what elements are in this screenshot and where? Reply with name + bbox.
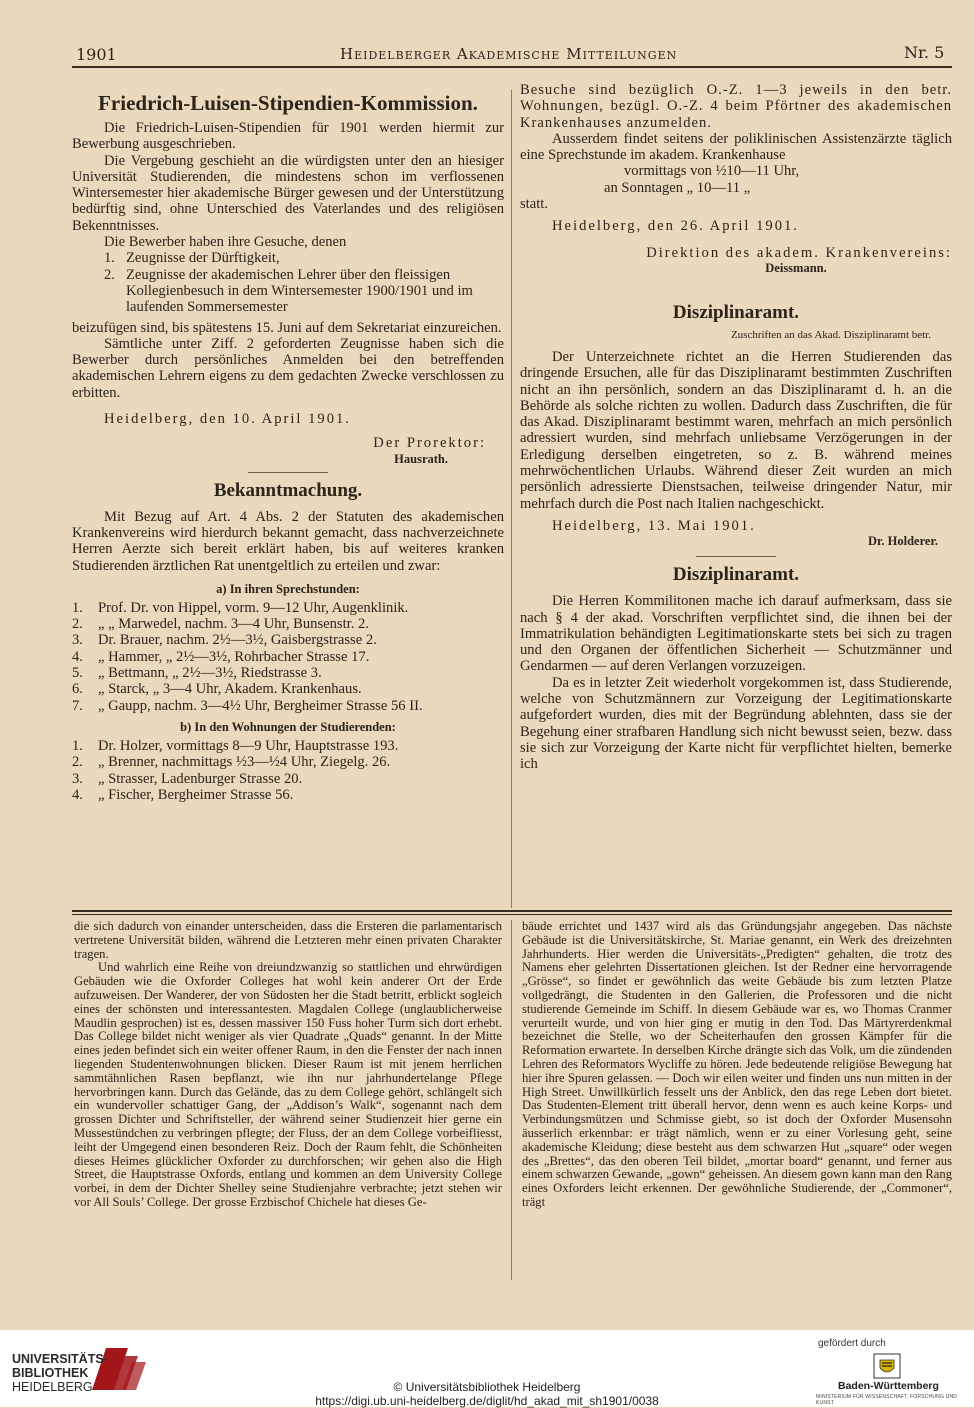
hours-line: an Sonntagen „ 10—11 „ bbox=[604, 179, 751, 196]
funded-by-label: gefördert durch bbox=[818, 1338, 886, 1349]
signature-name: Dr. Holderer. bbox=[867, 534, 938, 549]
signature-name: Deissmann. bbox=[765, 260, 827, 275]
list-number: 2. bbox=[72, 754, 83, 771]
paragraph: Mit Bezug auf Art. 4 Abs. 2 der Statuten des akademischen Krankenvereins wird hierdurch bekannt gemacht, dass nachverzeichnete Herren Aerzte sich bereit erklärt haben, bis auf weiteres kranken Studierenden ärztlichen Rat unentgeltlich zu erteilen und zwar: bbox=[72, 508, 504, 574]
state-name: Baden-Württemberg bbox=[838, 1380, 939, 1392]
paragraph: bäude errichtet und 1437 wird als das Gründungsjahr angegeben. Das nächste Gebäude ist die Universitätskirche, St. Mariae genannt, ein Werk des dreizehnten Jahrhunderts. Hier werden die Universitäts-„Predigten“ gehalten, die trotz des Namens eher gelehrten Dissertationen gleichen. Ist der Redner eine hervorragende „Grösse“, so findet er gewöhnlich das weite Gebäude bis zum letzten Platze vollgedrängt, die Studenten in den Gallerien, die Professoren und die nicht studierende Gemeinde im Schiff. In diesem Gebäude war es, wo Thomas Cranmer verurteilt wurde, und von hier ging er mutig in den Tod. Das Märtyrerdenkmal bezeichnet die Stelle, wo der Scheiterhaufen den grossen Kämpfer für die Reformation erwartete. In derselben Kirche drängte sich das Volk, um die zündenden Lehren des Reformators Wycliffe zu hören. Jede bedeutende religiöse Bewegung hat hier ihre Spuren gelassen. — Doch wir eilen weiter und finden uns nun mitten in der High Street. Unwillkürlich fesselt uns der Anblick, den das rege Leben dort bietet. Das Studenten-Element tritt überall hervor, denn wenn es auch keine Korps- und Verbindungsmützen und Schmisse giebt, so ist doch der Oxforder Musensohn äusserlich erkennbar: er trägt nämlich, wenn er zu einer Vorlesung geht, seine akademische Kleidung; diese besteht aus dem schwarzen Hut „square“ oder wegen des „Brettes“, das den oberen Teil bildet, „mortar board“ genannt, und ferner aus einem schwarzen Gewande, „gown“ geheissen. An diesem gown kann man den Rang eines Oxforders leicht erkennen. Der gewöhnliche Studierende, der „Commoner“, trägt bbox=[522, 919, 952, 1209]
list-item: 1. Zeugnisse der Dürftigkeit, bbox=[104, 250, 280, 267]
list-item bbox=[72, 665, 504, 681]
list-text: „ Hammer, „ 2½—3½, Rohrbacher Strasse 17. bbox=[98, 648, 370, 665]
paragraph: Und wahrlich eine Reihe von dreiundzwanzig so stattlichen und ehrwürdigen Gebäuden wie die Oxforder Colleges hat wohl kein anderer Ort der Erde aufzuweisen. Der Wanderer, der von Südosten her die Stadt betritt, erblickt sogleich eines der schönsten und interessantesten. Magdalen College (unglaublicherweise Maudlin gesprochen) ist es, dessen massiver 150 Fuss hoher Turm sich dort erhebt. Das College bildet nicht weniger als vier Quadrate „Quads“ genannt. In der Mitte eines jeden befindet sich ein weiter offener Raum, in den die Fenster der nach innen liegenden Studentenwohnungen blicken. Dieser Raum ist mit jenem herrlichen sammtähnlichen Rasen bepflanzt, wie ihn nur jahrhundertelange Pflege hervorbringen kann. Durch das Gelände, das zu dem College gehört, schlängelt sich ein wundervoller schattiger Gang, der „Addison’s Walk“, sogenannt nach dem grossen Dichter und Schriftsteller, der während seiner Studienzeit hier gerne ein Mussestündchen zu verbringen pflegte; der Fluss, der an dem College vorbeifliesst, leiht der Umgegend einen besonderen Reiz. Doch der Raum fehlt, die Schönheiten dieses Heimes glücklicher Oxforder zu durchforschen; wir gehen also die High Street, die Hauptstrasse Oxfords, entlang und kommen an dem University College vorbei, in dem der Dichter Shelley seine Studienjahre verbrachte; jetzt stehen wir vor All Souls’ College. Der grosse Erzbischof Chichele hat dieses Ge- bbox=[74, 960, 502, 1209]
list-text: „ „ Marwedel, nachm. 3—4 Uhr, Bunsenstr. 2. bbox=[98, 616, 369, 633]
list-number: 3. bbox=[72, 632, 83, 649]
paragraph: beizufügen sind, bis spätestens 15. Juni auf dem Sekretariat einzureichen. bbox=[72, 319, 502, 336]
list-item bbox=[72, 754, 504, 770]
list-text: „ Brenner, nachmittags ½3—½4 Uhr, Ziegelg. 26. bbox=[98, 754, 391, 771]
section-note: Zuschriften an das Akad. Disziplinaramt betr. bbox=[730, 328, 932, 341]
logo-line: UNIVERSITÄTS- bbox=[12, 1352, 108, 1366]
logo-line: HEIDELBERG bbox=[12, 1380, 93, 1394]
header-issue-number: Nr. 5 bbox=[904, 43, 945, 62]
subheading-b: b) In den Wohnungen der Studierenden: bbox=[180, 719, 396, 734]
list-item bbox=[72, 771, 504, 787]
list-item bbox=[72, 649, 504, 665]
paragraph: Der Unterzeichnete richtet an die Herren Studierenden das dringende Ersuchen, alle für das Disziplinaramt bestimmten Zuschriften nicht an ihn persönlich, sondern an das Disziplinaramt d. h. an die Behörde als solche richten zu wollen. Dadurch dass Zuschriften, die für das Akad. Disziplinaramt bestimmt waren, mehrfach an mich persönlich adressiert wurden, sind mehrfach unliebsame Verzögerungen in der Erledigung derselben eingetreten, so z. B. während meines mehrwöchentlichen Urlaubs. Während dieser Zeit wurden an mich persönlich adressierte Dienstsachen, teilweise dringender Natur, mir mehrfach durch die Post nach Italien nachgeschickt. bbox=[520, 348, 952, 512]
feuilleton-left bbox=[74, 920, 502, 1210]
list-text: Prof. Dr. von Hippel, vorm. 9—12 Uhr, Augenklinik. bbox=[98, 599, 409, 616]
list-text: „ Starck, „ 3—4 Uhr, Akadem. Krankenhaus. bbox=[98, 681, 362, 698]
divider bbox=[696, 556, 776, 557]
feuilleton-right bbox=[522, 920, 952, 1210]
paragraph: Die Vergebung geschieht an die würdigsten unter den an hiesiger Universität Studierenden, die mindestens schon im verflossenen Wintersemester hier akademische Bürger gewesen und der Unterstützung bedürftig sind, ohne Unterschied des Vaterlandes und des religiösen Bekenntnisses. bbox=[72, 152, 504, 234]
state-coat-of-arms-icon bbox=[872, 1352, 902, 1380]
section-title-disziplinaramt: Disziplinaramt. bbox=[672, 301, 800, 323]
separator-rule bbox=[72, 910, 952, 912]
signature-name: Hausrath. bbox=[394, 451, 448, 466]
list-text: Dr. Holzer, vormittags 8—9 Uhr, Hauptstrasse 193. bbox=[98, 737, 399, 754]
doctors-list-a bbox=[72, 600, 504, 714]
paragraph: Sämtliche unter Ziff. 2 geforderten Zeugnisse haben sich die Bewerber durch persönliches Anmelden bei den betreffenden akademischen Lehrern eigens zu dem gedachten Zwecke verschlossen zu erbitten. bbox=[72, 335, 504, 401]
paragraph: Die Friedrich-Luisen-Stipendien für 1901 werden hiermit zur Bewerbung ausgeschrieben. bbox=[72, 120, 504, 153]
list-number: 2. bbox=[72, 616, 83, 633]
hours-line: vormittags von ½10—11 Uhr, bbox=[624, 163, 800, 180]
paragraph: Die Bewerber haben ihre Gesuche, denen bbox=[104, 234, 347, 251]
subheading-a: a) In ihren Sprechstunden: bbox=[216, 581, 360, 596]
list-number: 1. bbox=[72, 599, 83, 616]
header-rule bbox=[72, 66, 952, 68]
copyright-text: © Universitätsbibliothek Heidelberg bbox=[393, 1380, 581, 1394]
requirements-list bbox=[72, 250, 504, 315]
paragraph: Die Herren Kommilitonen mache ich darauf aufmerksam, dass sie nach § 4 der akad. Vorschriften verpflichtet sind, die ihnen bei der Immatrikulation behändigten Legitimationskarte stets bei sich zu tragen und den Organen der öffentlichen Sicherheit — Schutzmänner und Gendarmen — auf deren Verlangen vorzuzeigen. bbox=[520, 593, 952, 675]
paragraph: Da es in letzter Zeit wiederholt vorgekommen ist, dass Studierende, welche von Schutzmännern zur Vorzeigung der Legitimationskarte aufgefordert wurden, dies mit der Begründung ablehnten, dass sie der Begehung einer strafbaren Handlung sich nicht bewusst seien, bezw. dass sie sich zur Vorzeigung der Karte nicht für verpflichtet hielten, bemerke ich bbox=[520, 674, 952, 773]
dateline: Heidelberg, den 26. April 1901. bbox=[552, 218, 799, 235]
ministry-name: MINISTERIUM FÜR WISSENSCHAFT, FORSCHUNG UND KUNST bbox=[816, 1394, 958, 1406]
list-text: „ Bettmann, „ 2½—3½, Riedstrasse 3. bbox=[98, 665, 322, 682]
footer bbox=[0, 1330, 974, 1407]
section-title-stipendien: Friedrich-Luisen-Stipendien-Kommission. bbox=[98, 91, 478, 115]
paragraph: statt. bbox=[520, 196, 548, 213]
list-text: „ Fischer, Bergheimer Strasse 56. bbox=[98, 786, 294, 803]
section-title-bekanntmachung: Bekanntmachung. bbox=[213, 479, 363, 501]
list-item bbox=[72, 681, 504, 697]
paragraph: die sich dadurch von einander unterscheiden, dass die Ersteren die parlamentarisch vertretene Universität bilden, während die Letzteren mehr einen privaten Charakter tragen. bbox=[74, 919, 502, 961]
dateline: Heidelberg, den 10. April 1901. bbox=[104, 411, 351, 428]
section-title-disziplinaramt-2: Disziplinaramt. bbox=[672, 564, 800, 586]
list-item bbox=[72, 738, 504, 754]
list-number: 4. bbox=[72, 786, 83, 803]
list-text: „ Strasser, Ladenburger Strasse 20. bbox=[98, 770, 303, 787]
paragraph: Ausserdem findet seitens der poliklinischen Assistenzärzte täglich eine Sprechstunde im akadem. Krankenhause bbox=[520, 130, 952, 164]
list-number: 7. bbox=[72, 697, 83, 714]
signature-role: Direktion des akadem. Krankenvereins: bbox=[646, 244, 952, 261]
list-number: 3. bbox=[72, 770, 83, 787]
dateline: Heidelberg, 13. Mai 1901. bbox=[552, 517, 756, 534]
list-number: 6. bbox=[72, 681, 83, 698]
list-text: „ Gaupp, nachm. 3—4½ Uhr, Bergheimer Strasse 56 II. bbox=[98, 697, 423, 714]
list-item bbox=[72, 600, 504, 616]
list-item bbox=[72, 698, 504, 714]
list-item: 2. Zeugnisse der akademischen Lehrer über den fleissigen Kollegienbesuch in dem Wintersemester 1900/1901 und im laufenden Sommersemester bbox=[104, 266, 473, 316]
list-number: 5. bbox=[72, 665, 83, 682]
right-column bbox=[520, 82, 952, 773]
signature-role: Der Prorektor: bbox=[373, 435, 486, 452]
list-item bbox=[72, 616, 504, 632]
doctors-list-b bbox=[72, 738, 504, 803]
list-item bbox=[72, 787, 504, 803]
lower-column-divider bbox=[511, 920, 512, 1280]
separator-rule bbox=[72, 914, 952, 915]
logo-line: BIBLIOTHEK bbox=[12, 1366, 89, 1380]
list-item bbox=[72, 632, 504, 648]
list-number: 1. bbox=[72, 737, 83, 754]
list-number: 4. bbox=[72, 648, 83, 665]
header-title: Heidelberger Akademische Mitteilungen bbox=[340, 45, 678, 63]
list-text: Dr. Brauer, nachm. 2½—3½, Gaisbergstrasse 2. bbox=[98, 632, 377, 649]
source-url-link[interactable]: https://digi.ub.uni-heidelberg.de/diglit/hd_akad_mit_sh1901/0038 bbox=[315, 1394, 659, 1408]
header-year: 1901 bbox=[76, 45, 117, 64]
paragraph: Besuche sind bezüglich O.-Z. 1—3 jeweils in den betr. Wohnungen, bezügl. O.-Z. 4 beim Pförtner des akademischen Krankenhauses anzumelden. bbox=[520, 82, 952, 131]
left-column bbox=[72, 90, 504, 803]
divider bbox=[248, 472, 328, 473]
column-divider bbox=[511, 90, 512, 908]
